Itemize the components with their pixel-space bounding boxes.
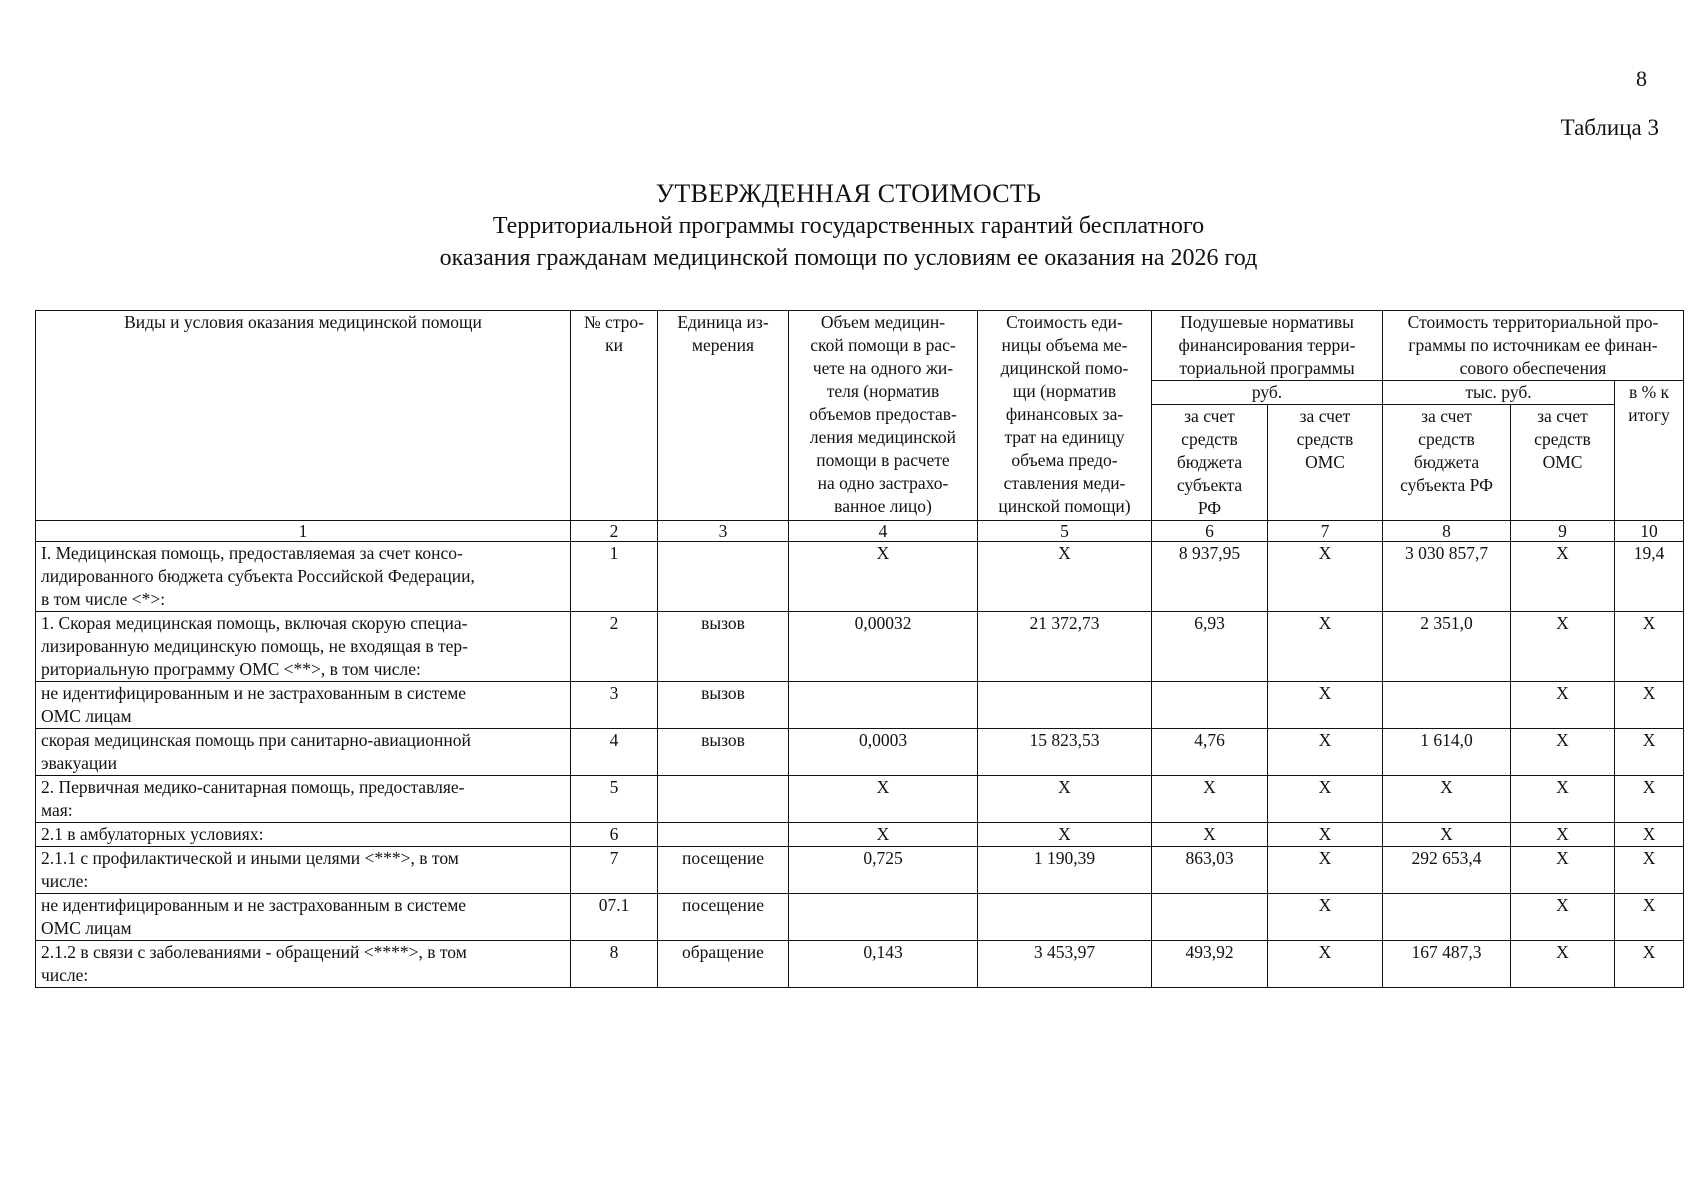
row-volume: 0,0003 <box>789 729 978 776</box>
row-total-oms: X <box>1511 941 1615 988</box>
row-line-number: 3 <box>571 682 658 729</box>
row-total-oms: X <box>1511 542 1615 612</box>
header-unit-cost: Стоимость еди- ницы объема ме- дицинской помо- щи (норматив финансовых за- трат на единицу объема предо- ставления меди- цинской помощи) <box>978 311 1152 521</box>
header-per-capita-group: Подушевые нормативы финансирования терри- ториальной программы <box>1152 311 1383 381</box>
title-main: УТВЕРЖДЕННАЯ СТОИМОСТЬ <box>655 179 1042 208</box>
row-percent: X <box>1615 894 1684 941</box>
row-name: скорая медицинская помощь при санитарно-авиационной эвакуации <box>36 729 571 776</box>
row-percent: X <box>1615 682 1684 729</box>
row-unit-cost: 1 190,39 <box>978 847 1152 894</box>
row-unit: вызов <box>658 682 789 729</box>
row-volume: 0,143 <box>789 941 978 988</box>
column-number: 3 <box>658 521 789 542</box>
table-row <box>36 542 1684 612</box>
header-kinds: Виды и условия оказания медицинской помощи <box>36 311 571 521</box>
table-header <box>36 311 1684 542</box>
table-row <box>36 894 1684 941</box>
row-unit <box>658 823 789 847</box>
row-name: не идентифицированным и не застрахованным в системе ОМС лицам <box>36 682 571 729</box>
row-pc-budget <box>1152 894 1268 941</box>
row-pc-oms: X <box>1268 894 1383 941</box>
column-number: 7 <box>1268 521 1383 542</box>
document-title <box>0 178 1697 274</box>
row-volume <box>789 894 978 941</box>
row-pc-oms: X <box>1268 823 1383 847</box>
row-volume <box>789 682 978 729</box>
table-row <box>36 941 1684 988</box>
row-total-oms: X <box>1511 612 1615 682</box>
row-percent: X <box>1615 941 1684 988</box>
row-percent: 19,4 <box>1615 542 1684 612</box>
row-percent: X <box>1615 776 1684 823</box>
row-total-oms: X <box>1511 847 1615 894</box>
row-unit <box>658 542 789 612</box>
row-name: 2.1.2 в связи с заболеваниями - обращений <****>, в том числе: <box>36 941 571 988</box>
row-pc-budget: 6,93 <box>1152 612 1268 682</box>
row-unit-cost: 21 372,73 <box>978 612 1152 682</box>
row-unit: вызов <box>658 612 789 682</box>
row-percent: X <box>1615 823 1684 847</box>
row-total-budget: 2 351,0 <box>1383 612 1511 682</box>
header-volume: Объем медицин- ской помощи в рас- чете на одного жи- теля (норматив объемов предостав- ления медицинской помощи в расчете на одно застрахо- ванное лицо) <box>789 311 978 521</box>
row-unit-cost: 15 823,53 <box>978 729 1152 776</box>
row-line-number: 5 <box>571 776 658 823</box>
header-program-cost-group: Стоимость территориальной про- граммы по источникам ее финан- сового обеспечения <box>1383 311 1684 381</box>
row-total-budget: 167 487,3 <box>1383 941 1511 988</box>
row-name: 2. Первичная медико-санитарная помощь, предоставляе- мая: <box>36 776 571 823</box>
row-total-oms: X <box>1511 682 1615 729</box>
row-pc-oms: X <box>1268 542 1383 612</box>
row-pc-budget: 863,03 <box>1152 847 1268 894</box>
row-line-number: 7 <box>571 847 658 894</box>
table-row <box>36 682 1684 729</box>
row-pc-budget: 4,76 <box>1152 729 1268 776</box>
row-volume: 0,00032 <box>789 612 978 682</box>
header-percent: в % к итогу <box>1615 381 1684 521</box>
row-line-number: 2 <box>571 612 658 682</box>
row-line-number: 1 <box>571 542 658 612</box>
row-volume: X <box>789 776 978 823</box>
page-number: 8 <box>1636 66 1647 91</box>
row-unit-cost <box>978 894 1152 941</box>
row-pc-oms: X <box>1268 612 1383 682</box>
row-pc-budget: 493,92 <box>1152 941 1268 988</box>
row-total-budget: X <box>1383 776 1511 823</box>
row-total-budget: 1 614,0 <box>1383 729 1511 776</box>
cost-table <box>35 310 1684 988</box>
row-unit-cost: X <box>978 542 1152 612</box>
row-total-oms: X <box>1511 776 1615 823</box>
row-pc-oms: X <box>1268 776 1383 823</box>
row-line-number: 6 <box>571 823 658 847</box>
row-name: не идентифицированным и не застрахованным в системе ОМС лицам <box>36 894 571 941</box>
column-number: 10 <box>1615 521 1684 542</box>
row-total-budget <box>1383 682 1511 729</box>
row-unit-cost: X <box>978 823 1152 847</box>
table-row <box>36 729 1684 776</box>
column-number: 6 <box>1152 521 1268 542</box>
header-program-cost-unit: тыс. руб. <box>1383 381 1615 405</box>
row-pc-budget: X <box>1152 823 1268 847</box>
column-number: 5 <box>978 521 1152 542</box>
row-pc-budget: X <box>1152 776 1268 823</box>
table-body <box>36 542 1684 988</box>
row-line-number: 07.1 <box>571 894 658 941</box>
table-row <box>36 847 1684 894</box>
row-name: 1. Скорая медицинская помощь, включая скорую специа- лизированную медицинскую помощь, не входящая в тер- риториальную программу ОМС <**>, в том числе: <box>36 612 571 682</box>
header-pc-budget: за счет средств бюджета субъекта РФ <box>1152 405 1268 521</box>
row-name: I. Медицинская помощь, предоставляемая за счет консо- лидированного бюджета субъекта Российской Федерации, в том числе <*>: <box>36 542 571 612</box>
row-total-oms: X <box>1511 729 1615 776</box>
table-row <box>36 823 1684 847</box>
row-total-oms: X <box>1511 894 1615 941</box>
header-pc-oms: за счет средств ОМС <box>1268 405 1383 521</box>
column-number: 2 <box>571 521 658 542</box>
table-label: Таблица 3 <box>1560 115 1659 140</box>
table-row <box>36 612 1684 682</box>
row-volume: X <box>789 542 978 612</box>
header-line-number: № стро- ки <box>571 311 658 521</box>
row-pc-oms: X <box>1268 941 1383 988</box>
row-pc-oms: X <box>1268 682 1383 729</box>
title-line-2: Территориальной программы государственных гарантий бесплатного <box>492 213 1205 239</box>
row-volume: 0,725 <box>789 847 978 894</box>
row-pc-oms: X <box>1268 847 1383 894</box>
header-unit: Единица из- мерения <box>658 311 789 521</box>
row-unit: вызов <box>658 729 789 776</box>
row-unit-cost: 3 453,97 <box>978 941 1152 988</box>
column-number: 1 <box>36 521 571 542</box>
row-unit: посещение <box>658 894 789 941</box>
column-number: 4 <box>789 521 978 542</box>
header-per-capita-unit: руб. <box>1152 381 1383 405</box>
column-numbers-row <box>36 521 1684 542</box>
row-pc-oms: X <box>1268 729 1383 776</box>
row-line-number: 4 <box>571 729 658 776</box>
row-unit-cost: X <box>978 776 1152 823</box>
row-unit-cost <box>978 682 1152 729</box>
row-volume: X <box>789 823 978 847</box>
table-row <box>36 776 1684 823</box>
row-pc-budget: 8 937,95 <box>1152 542 1268 612</box>
row-unit: посещение <box>658 847 789 894</box>
row-unit <box>658 776 789 823</box>
column-number: 9 <box>1511 521 1615 542</box>
column-number: 8 <box>1383 521 1511 542</box>
row-pc-budget <box>1152 682 1268 729</box>
row-line-number: 8 <box>571 941 658 988</box>
row-total-budget: X <box>1383 823 1511 847</box>
row-percent: X <box>1615 729 1684 776</box>
row-total-oms: X <box>1511 823 1615 847</box>
header-total-oms: за счет средств ОМС <box>1511 405 1615 521</box>
row-percent: X <box>1615 847 1684 894</box>
row-total-budget: 292 653,4 <box>1383 847 1511 894</box>
row-percent: X <box>1615 612 1684 682</box>
row-name: 2.1 в амбулаторных условиях: <box>36 823 571 847</box>
title-line-3: оказания гражданам медицинской помощи по условиям ее оказания на 2026 год <box>439 245 1258 271</box>
row-total-budget: 3 030 857,7 <box>1383 542 1511 612</box>
row-unit: обращение <box>658 941 789 988</box>
row-name: 2.1.1 с профилактической и иными целями <***>, в том числе: <box>36 847 571 894</box>
row-total-budget <box>1383 894 1511 941</box>
header-total-budget: за счет средств бюджета субъекта РФ <box>1383 405 1511 521</box>
